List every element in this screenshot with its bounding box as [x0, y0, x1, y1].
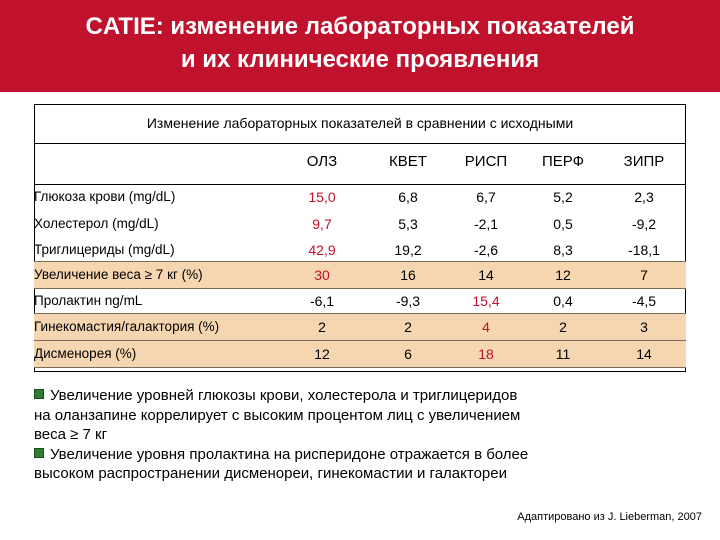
table-cell: 0,5 [553, 216, 573, 232]
green-square-bullet-icon [34, 448, 44, 458]
table-cell: 14 [478, 267, 494, 283]
bullet-item [34, 445, 694, 484]
table-cell: -9,3 [395, 293, 421, 309]
bullet-text: Увеличение уровня пролактина на рисперидоне отражается в более [50, 445, 529, 463]
table-cell: 30 [314, 267, 330, 283]
column-header-kvet: КВЕТ [389, 153, 427, 170]
row-label: Глюкоза крови (mg/dL) [34, 189, 176, 204]
bullet-text: веса ≥ 7 кг [34, 426, 108, 443]
row-label: Дисменорея (%) [34, 346, 137, 361]
table-cell: 6,7 [476, 189, 496, 205]
table-cell: 12 [555, 267, 571, 283]
table-cell: 12 [314, 346, 330, 362]
table-cell: 42,9 [308, 242, 336, 258]
table-cell: 0,4 [553, 293, 573, 309]
table-cell: 18 [478, 346, 494, 362]
table-cell: -9,2 [631, 216, 657, 232]
table-cell: 2 [559, 319, 567, 335]
table-cell: 5,2 [553, 189, 573, 205]
table-cell: -2,1 [473, 216, 499, 232]
row-label: Увеличение веса ≥ 7 кг (%) [34, 267, 203, 282]
table-cell: 3 [640, 319, 648, 335]
table-cell: 14 [636, 346, 652, 362]
column-header-risp: РИСП [464, 153, 508, 170]
source-attribution: Адаптировано из J. Lieberman, 2007 [517, 511, 702, 523]
bullet-text: высоком распространении дисменореи, гинекомастии и галактореи [34, 465, 507, 482]
bullet-item [34, 386, 694, 445]
bullet-text: Увеличение уровней глюкозы крови, холестерола и триглицеридов [50, 387, 518, 404]
table-cell: 4 [482, 319, 490, 335]
row-label: Триглицериды (mg/dL) [34, 242, 175, 257]
table-cell: -6,1 [309, 293, 335, 309]
table-cell: 6 [404, 346, 412, 362]
table-cell: -2,6 [473, 242, 499, 258]
table-cell: 7 [640, 267, 648, 283]
column-header-zipr: ЗИПР [623, 153, 665, 170]
table-cell: 6,8 [398, 189, 418, 205]
table-cell: 9,7 [312, 216, 332, 232]
row-label: Холестерол (mg/dL) [34, 216, 159, 231]
table-cell: -4,5 [631, 293, 657, 309]
table-cell: 5,3 [398, 216, 418, 232]
row-label: Гинекомастия/галактория (%) [34, 319, 220, 334]
table-cell: 2 [318, 319, 326, 335]
row-label: Пролактин ng/mL [34, 293, 143, 308]
table-cell: 16 [400, 267, 416, 283]
slide-title-line-2: и их клинические проявления [180, 46, 540, 73]
green-square-bullet-icon [34, 389, 44, 399]
table-cell: -18,1 [628, 242, 660, 258]
table-caption: Изменение лабораторных показателей в сравнении с исходными [146, 115, 574, 131]
column-header-perf: ПЕРФ [541, 153, 585, 170]
column-header-olz: ОЛЗ [306, 153, 338, 170]
slide-title-line-1: CATIE: изменение лабораторных показателей [85, 13, 635, 40]
table-cell: 11 [555, 346, 571, 362]
table-cell: 2,3 [634, 189, 654, 205]
table-cell: 15,0 [308, 189, 336, 205]
bullet-list [34, 386, 694, 484]
table-cell: 2 [404, 319, 412, 335]
table-cell: 19,2 [394, 242, 422, 258]
bullet-text: на оланзапине коррелирует с высоким процентом лиц с увеличением [34, 406, 521, 424]
table-cell: 15,4 [472, 293, 500, 309]
table-cell: 8,3 [553, 242, 573, 258]
